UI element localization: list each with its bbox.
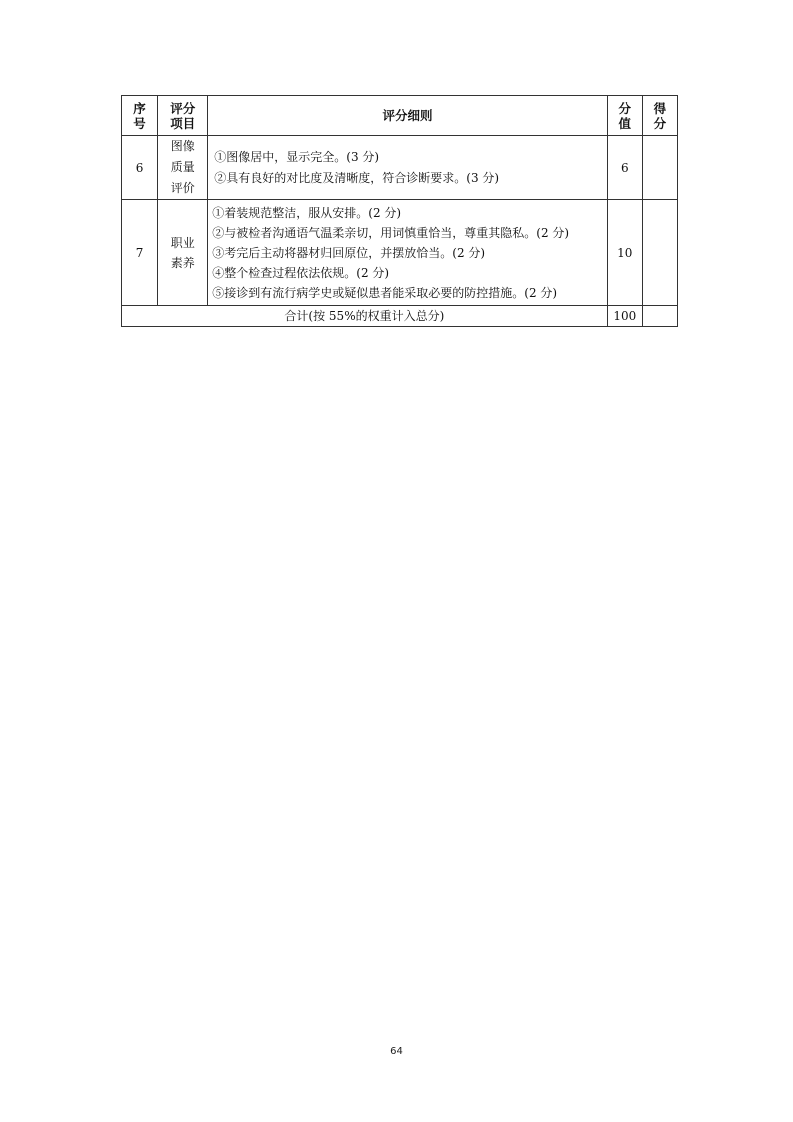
row-score: 10 xyxy=(607,200,642,306)
scoring-table xyxy=(121,95,678,327)
row-details xyxy=(208,200,607,306)
total-row xyxy=(122,306,678,327)
total-score: 100 xyxy=(607,306,642,327)
table-header-row xyxy=(122,96,678,136)
detail-line: ①着装规范整洁，服从安排。(2 分) xyxy=(212,205,402,220)
row-item: 图像 质量 评价 xyxy=(158,136,208,200)
row-item: 职业 素养 xyxy=(158,200,208,306)
row-seq: 6 xyxy=(122,136,158,200)
table-row xyxy=(122,136,678,200)
detail-line: ③考完后主动将器材归回原位，并摆放恰当。(2 分) xyxy=(212,245,486,260)
header-score: 分 值 xyxy=(607,96,642,136)
detail-line: ④整个检查过程依法依规。(2 分) xyxy=(212,265,390,280)
page-number: 64 xyxy=(390,1046,403,1057)
row-seq: 7 xyxy=(122,200,158,306)
row-details xyxy=(208,136,607,200)
total-got xyxy=(642,306,677,327)
detail-line: ②具有良好的对比度及清晰度，符合诊断要求。(3 分) xyxy=(214,170,500,185)
row-got xyxy=(642,136,677,200)
header-seq: 序 号 xyxy=(122,96,158,136)
row-got xyxy=(642,200,677,306)
detail-line: ①图像居中，显示完全。(3 分) xyxy=(214,149,380,164)
total-label: 合计(按 55%的权重计入总分) xyxy=(122,306,608,327)
table-row xyxy=(122,200,678,306)
row-score: 6 xyxy=(607,136,642,200)
header-got: 得 分 xyxy=(642,96,677,136)
detail-line: ②与被检者沟通语气温柔亲切，用词慎重恰当，尊重其隐私。(2 分) xyxy=(212,225,570,240)
header-item: 评分 项目 xyxy=(158,96,208,136)
header-detail: 评分细则 xyxy=(208,96,607,136)
detail-line: ⑤接诊到有流行病学史或疑似患者能采取必要的防控措施。(2 分) xyxy=(212,285,558,300)
